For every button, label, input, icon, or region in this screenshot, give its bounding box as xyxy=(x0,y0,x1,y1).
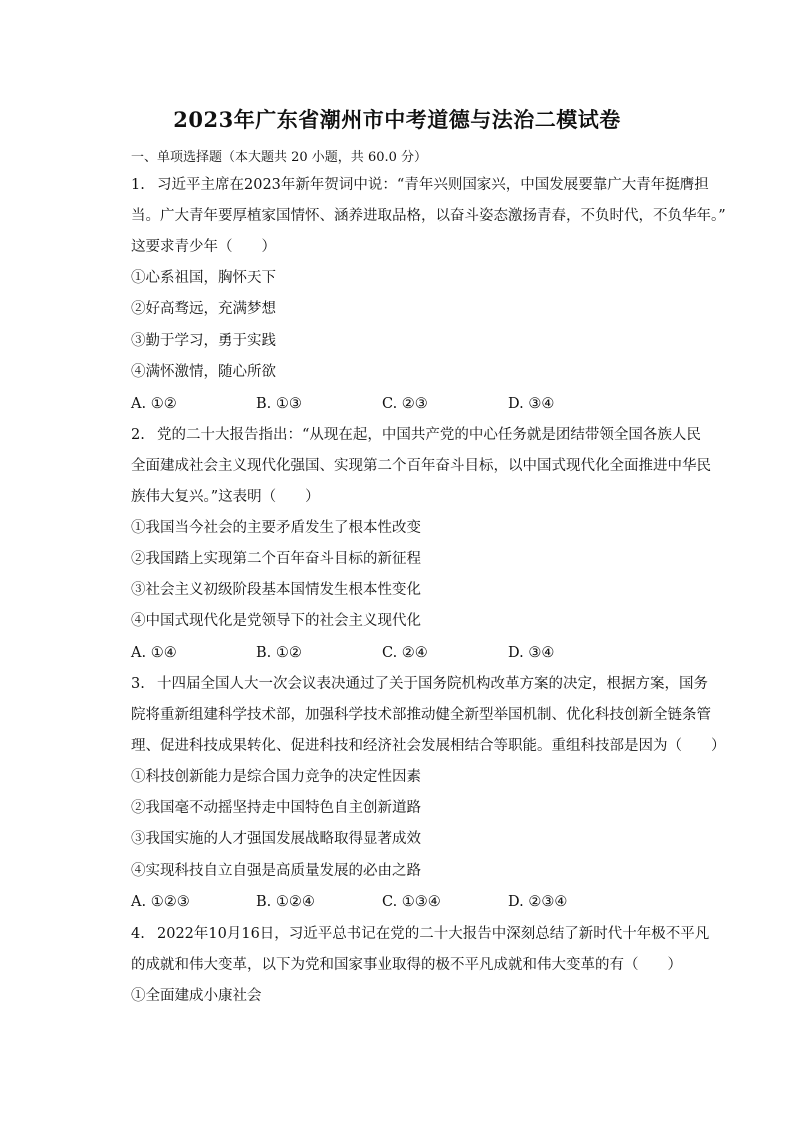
question-3-line-1 xyxy=(131,675,708,693)
question-2-line-2: 全面建成社会主义现代化强国、实现第二个百年奋斗目标，以中国式现代化全面推进中华民 xyxy=(131,458,711,474)
question-2-number: 2. xyxy=(131,427,145,443)
question-4-item-1: ①全面建成小康社会 xyxy=(131,988,262,1004)
question-1-item-2: ②好高骛远，充满梦想 xyxy=(131,301,276,317)
question-1-item-3: ③勤于学习，勇于实践 xyxy=(131,333,276,349)
question-3-stem: 十四届全国人大一次会议表决通过了关于国务院机构改革方案的决定，根据方案，国务 xyxy=(157,676,708,692)
question-2-option-a[interactable]: A. ①④ xyxy=(131,645,177,661)
question-1-option-a[interactable]: A. ①② xyxy=(131,396,177,412)
question-3-line-2: 院将重新组建科学技术部，加强科学技术部推动健全新型举国机制、优化科技创新全链条管 xyxy=(131,707,711,723)
question-4-stem: 2022年10月16日，习近平总书记在党的二十大报告中深刻总结了新时代十年极不平凡 xyxy=(157,926,710,942)
question-2-option-d[interactable]: D. ③④ xyxy=(508,645,555,661)
section-heading: 一、单项选择题（本大题共 20 小题，共 60.0 分） xyxy=(131,150,428,165)
question-4-line-1 xyxy=(131,925,709,943)
question-3-item-3: ③我国实施的人才强国发展战略取得显著成效 xyxy=(131,831,421,847)
question-2-item-2: ②我国踏上实现第二个百年奋斗目标的新征程 xyxy=(131,551,421,567)
question-1-line-2: 当。广大青年要厚植家国情怀、涵养进取品格，以奋斗姿态激扬青春，不负时代，不负华年。” xyxy=(131,208,726,224)
question-3-line-3: 理、促进科技成果转化、促进科技和经济社会发展相结合等职能。重组科技部是因为（ ） xyxy=(131,738,726,754)
question-1-line-3: 这要求青少年（ ） xyxy=(131,239,276,255)
question-1-item-1: ①心系祖国，胸怀天下 xyxy=(131,270,276,286)
exam-title: 2023年广东省潮州市中考道德与法治二模试卷 xyxy=(173,107,621,132)
question-1-number: 1. xyxy=(131,177,145,193)
question-1-stem: 习近平主席在2023年新年贺词中说：“青年兴则国家兴，中国发展要靠广大青年挺膺担 xyxy=(157,177,709,193)
question-3-number: 3. xyxy=(131,676,145,692)
question-1-option-d[interactable]: D. ③④ xyxy=(508,396,555,412)
question-2-option-c[interactable]: C. ②④ xyxy=(382,645,428,661)
question-3-option-c[interactable]: C. ①③④ xyxy=(382,894,441,910)
question-3-item-2: ②我国毫不动摇坚持走中国特色自主创新道路 xyxy=(131,800,421,816)
question-2-line-3: 族伟大复兴。”这表明（ ） xyxy=(131,489,320,505)
question-1-option-c[interactable]: C. ②③ xyxy=(382,396,428,412)
question-2-option-b[interactable]: B. ①② xyxy=(256,645,302,661)
question-3-option-d[interactable]: D. ②③④ xyxy=(508,894,568,910)
question-2-item-3: ③社会主义初级阶段基本国情发生根本性变化 xyxy=(131,582,421,598)
question-4-number: 4. xyxy=(131,926,145,942)
question-3-option-b[interactable]: B. ①②④ xyxy=(256,894,315,910)
question-2-item-1: ①我国当今社会的主要矛盾发生了根本性改变 xyxy=(131,520,421,536)
question-1-option-b[interactable]: B. ①③ xyxy=(256,396,302,412)
question-2-stem: 党的二十大报告指出：“从现在起，中国共产党的中心任务就是团结带领全国各族人民 xyxy=(157,427,701,443)
question-3-item-1: ①科技创新能力是综合国力竞争的决定性因素 xyxy=(131,769,421,785)
question-3-option-a[interactable]: A. ①②③ xyxy=(131,894,190,910)
question-2-item-4: ④中国式现代化是党领导下的社会主义现代化 xyxy=(131,613,421,629)
question-4-line-2: 的成就和伟大变革，以下为党和国家事业取得的极不平凡成就和伟大变革的有（ ） xyxy=(131,957,682,973)
question-3-item-4: ④实现科技自立自强是高质量发展的必由之路 xyxy=(131,863,421,879)
question-2-line-1 xyxy=(131,426,701,444)
question-1-item-4: ④满怀激情，随心所欲 xyxy=(131,364,276,380)
question-1-line-1 xyxy=(131,176,709,194)
